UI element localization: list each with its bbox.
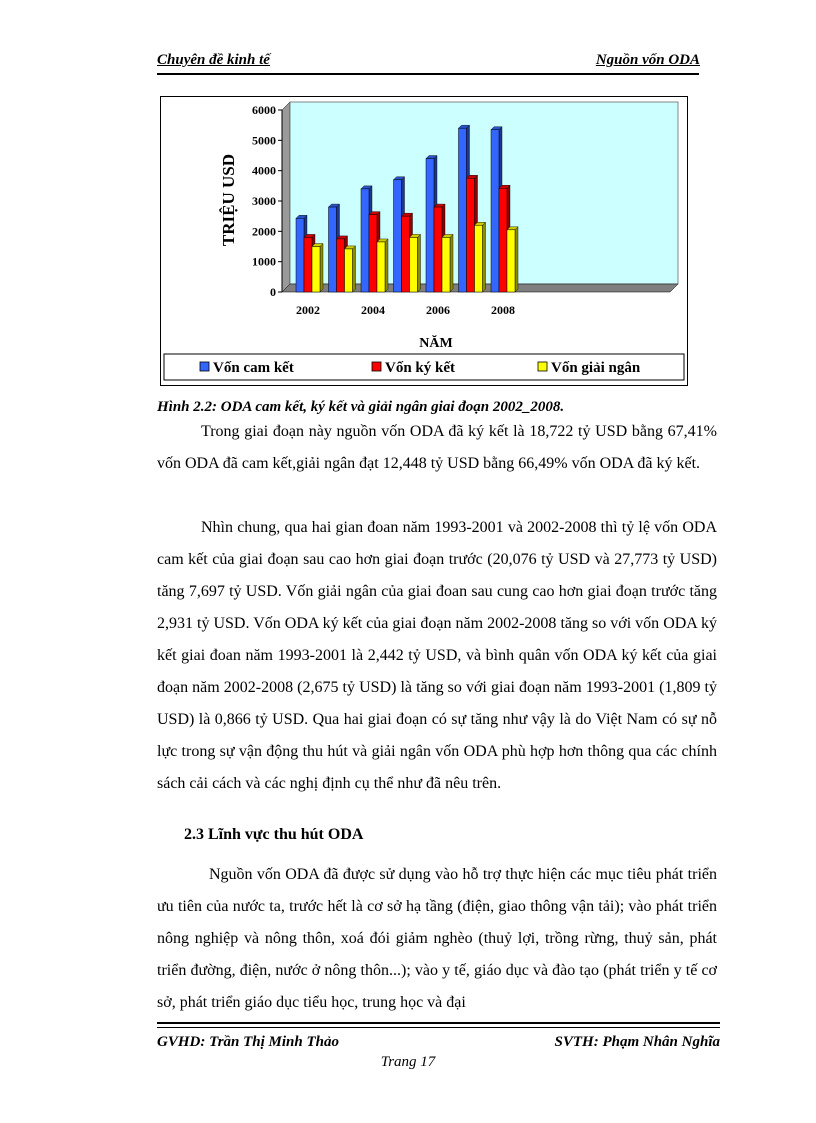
legend-label: Vốn ký kết — [385, 360, 456, 376]
y-axis-label: TRIỆU USD — [219, 153, 238, 247]
header-rule — [157, 73, 699, 75]
y-tick-label: 5000 — [252, 133, 276, 148]
paragraph-2: Nhìn chung, qua hai gian đoan năm 1993-2001 và 2002-2008 thì tỷ lệ vốn ODA cam kết của giai đoạn sau cao hơn giai đoạn trước (20,076 tỷ USD và 27,773 tỷ USD) tăng 7,697 tỷ USD. Vốn giải ngân của giai đoan sau cung cao hơn giai đoạn trước tăng 2,931 tỷ USD. Vốn ODA ký kết của giai đoạn năm 2002-2008 tăng so với vốn ODA ký kết giai đoan năm 1993-2001 là 2,442 tỷ USD, và bình quân vốn ODA ký kết của giai đoạn năm 2002-2008 (2,675 tỷ USD) là tăng so với giai đoạn năm 1993-2001 (1,809 tỷ USD) là 0,866 tỷ USD. Qua hai giai đoạn có sự tăng như vậy là do Việt Nam có sự nỗ lực trong sự vận động thu hút và giải ngân vốn ODA phù hợp hơn thông qua các chính sách cải cách và các nghị định cụ thể như đã nêu trên. — [157, 519, 717, 792]
y-tick-label: 0 — [270, 285, 276, 299]
bar-Vốn giải ngân-2007 — [475, 222, 486, 292]
y-tick-label: 6000 — [252, 103, 276, 117]
bar-Vốn giải ngân-2004 — [377, 239, 388, 292]
header-right: Nguồn vốn ODA — [595, 52, 700, 68]
section-title: 2.3 Lĩnh vực thu hút ODA — [184, 826, 364, 843]
legend-label: Vốn cam kết — [213, 360, 294, 376]
x-tick-label: 2006 — [426, 303, 450, 317]
y-tick-label: 3000 — [252, 194, 276, 208]
x-tick-label: 2008 — [491, 303, 515, 317]
y-tick-label: 1000 — [252, 254, 276, 269]
bar-Vốn giải ngân-2005 — [410, 234, 421, 292]
footer-rule-thick — [157, 1022, 720, 1024]
footer-left: GVHD: Trần Thị Minh Thảo — [157, 1034, 339, 1050]
paragraph-3: Nguồn vốn ODA đã được sử dụng vào hỗ trợ thực hiện các mục tiêu phát triển ưu tiên của nước ta, trước hết là cơ sở hạ tầng (điện, giao thông vận tải); vào phát triển nông nghiệp và nông thôn, xoá đói giảm nghèo (thuỷ lợi, trồng rừng, thuỷ sản, phát triển đường, điện, nước ở nông thôn...); vào y tế, giáo dục và đào tạo (phát triển y tế cơ sở, phát triển giáo dục tiểu học, trung học và đại — [157, 866, 717, 1011]
legend-swatch — [538, 362, 547, 371]
figure-caption: Hình 2.2: ODA cam kết, ký kết và giải ngân giai đoạn 2002_2008. — [157, 399, 565, 415]
legend — [200, 360, 641, 376]
bar-Vốn giải ngân-2002 — [312, 244, 323, 293]
footer-right: SVTH: Phạm Nhân Nghĩa — [554, 1034, 720, 1050]
page-number: Trang 17 — [380, 1054, 436, 1070]
bar-Vốn giải ngân-2003 — [345, 246, 356, 292]
legend-swatch — [200, 362, 209, 371]
x-axis-label: NĂM — [419, 336, 453, 351]
paragraph-1: Trong giai đoạn này nguồn vốn ODA đã ký kết là 18,722 tỷ USD bằng 67,41% vốn ODA đã cam kết,giải ngân đạt 12,448 tỷ USD bằng 66,49% vốn ODA đã ký kết. — [157, 423, 717, 472]
footer-rule-thin — [157, 1027, 720, 1028]
header-left: Chuyên đề kinh tế — [157, 52, 270, 68]
bar-Vốn giải ngân-2008 — [507, 227, 518, 292]
x-tick-label: 2004 — [361, 303, 385, 317]
legend-label: Vốn giải ngân — [551, 360, 641, 376]
y-tick-label: 4000 — [252, 163, 276, 178]
bar-Vốn giải ngân-2006 — [442, 234, 453, 292]
chart-side-wall — [282, 102, 290, 292]
oda-bar-chart — [160, 96, 688, 386]
x-tick-label: 2002 — [296, 303, 320, 317]
legend-swatch — [372, 362, 381, 371]
y-tick-label: 2000 — [252, 224, 276, 239]
